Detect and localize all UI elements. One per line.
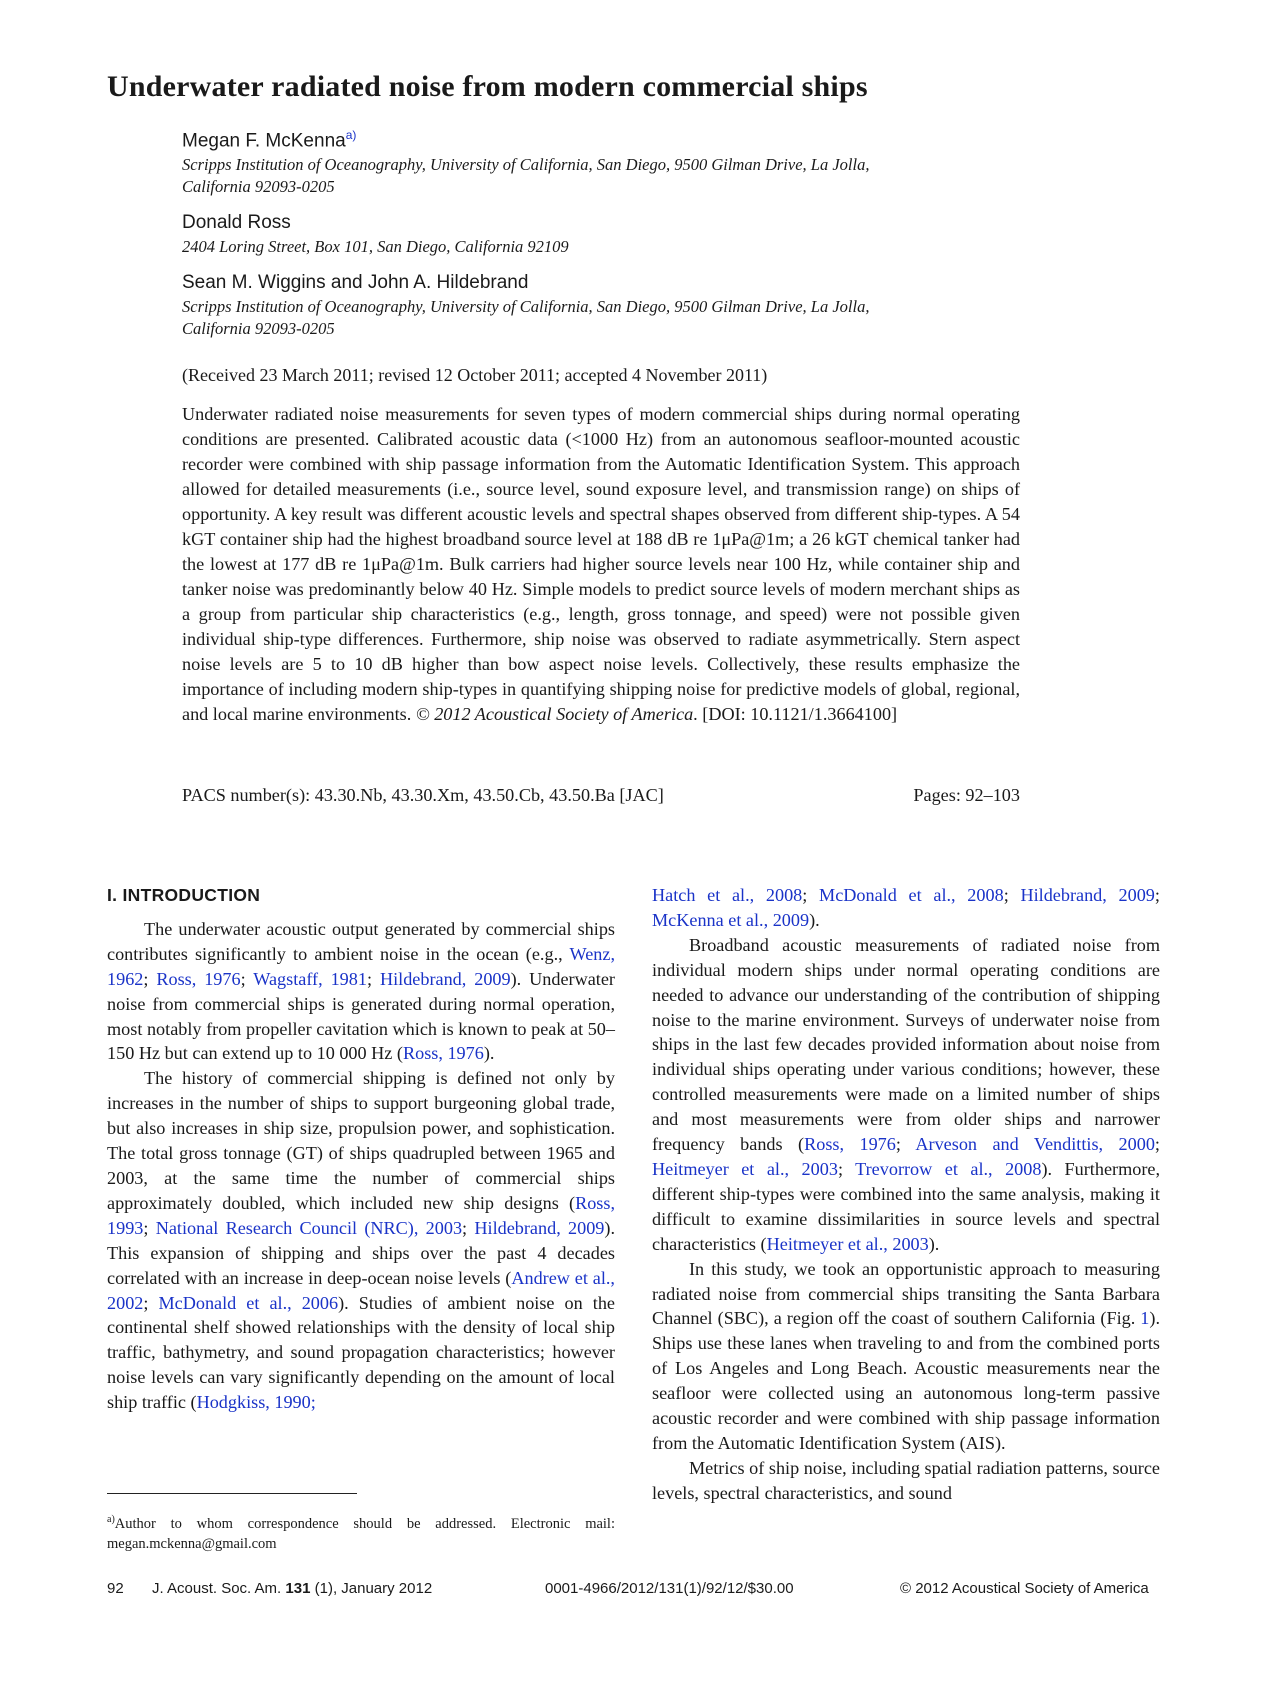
citation-link[interactable]: McKenna et al., 2009 [652, 909, 810, 930]
citation-link[interactable]: Arveson and Vendittis, 2000 [915, 1134, 1155, 1155]
footnote-rule [107, 1493, 357, 1494]
author-affiliation: Scripps Institution of Oceanography, University of California, San Diego, 9500 Gilman Drive, La Jolla, California 92093-0205 [182, 297, 870, 339]
author-name: Sean M. Wiggins and John A. Hildebrand [182, 272, 529, 294]
author-block [182, 128, 1042, 354]
right-column [652, 883, 1160, 1506]
citation-link[interactable]: Hodgkiss, 1990; [196, 1392, 316, 1413]
citation-link[interactable]: Heitmeyer et al., 2003 [766, 1233, 929, 1254]
received-dates: (Received 23 March 2011; revised 12 October 2011; accepted 4 November 2011) [182, 365, 768, 385]
paragraph: In this study, we took an opportunistic approach to measuring radiated noise from commercial ships transiting the Santa Barbara Channel (SBC), a region off the coast of southern California (Fig. 1). Ships use these lanes when traveling to and from the combined ports of Los Angeles and Long Beach. Acoustic measurements near the seafloor were collected using an autonomous long-term passive acoustic recorder and were combined with ship passage information from the Automatic Identification System (AIS). [652, 1258, 1160, 1453]
citation-link[interactable]: Hildebrand, 2009 [474, 1217, 605, 1238]
abstract-copyright: © 2012 Acoustical Society of America [415, 704, 694, 724]
citation-link[interactable]: National Research Council (NRC), 2003 [155, 1217, 463, 1238]
doi[interactable]: [DOI: 10.1121/1.3664100] [702, 704, 898, 724]
footer-code: 0001-4966/2012/131(1)/92/12/$30.00 [545, 1580, 794, 1597]
abstract: Underwater radiated noise measurements for seven types of modern commercial ships during normal operating conditions are presented. Calibrated acoustic data (<1000 Hz) from an autonomous seafloor-mounted acoustic recorder were combined with ship passage information from the Automatic Identification System. This approach allowed for detailed measurements (i.e., source level, sound exposure level, and transmission range) on ships of opportunity. A key result was different acoustic levels and spectral shapes observed from different ship-types. A 54 kGT container ship had the highest broadband source level at 188 dB re 1μPa@1m; a 26 kGT chemical tanker had the lowest at 177 dB re 1μPa@1m. Bulk carriers had higher source levels near 100 Hz, while container ship and tanker noise was predominantly below 40 Hz. Simple models to predict source levels of modern merchant ships as a group from particular ship characteristics (e.g., length, gross tonnage, and speed) were not possible given individual ship-type differences. Furthermore, ship noise was observed to radiate asymmetrically. Stern aspect noise levels are 5 to 10 dB higher than bow aspect noise levels. Collectively, these results emphasize the importance of including modern ship-types in quantifying shipping noise for predictive models of global, regional, and local marine environments. © 2012 Acoustical Society of America. [DOI: 10.1121/1.3664100] [182, 404, 1020, 724]
paragraph: The underwater acoustic output generated by commercial ships contributes significantly to ambient noise in the ocean (e.g., Wenz, 1962; Ross, 1976; Wagstaff, 1981; Hildebrand, 2009). Underwater noise from commercial ships is generated during normal operation, most notably from propeller cavitation which is known to peak at 50–150 Hz but can extend up to 10 000 Hz (Ross, 1976). [107, 918, 615, 1064]
citation-link[interactable]: Ross, 1976 [156, 968, 241, 989]
footnote-marker[interactable]: a) [345, 128, 357, 142]
footnote: $^{a)}$Author to whom correspondence should be addressed. Electronic mail: megan.mckenna@gmail.com [107, 1514, 615, 1552]
author-name: Donald Ross [182, 212, 291, 234]
author-affiliation: Scripps Institution of Oceanography, University of California, San Diego, 9500 Gilman Drive, La Jolla, California 92093-0205 [182, 155, 870, 197]
paragraph: Metrics of ship noise, including spatial radiation patterns, source levels, spectral characteristics, and sound [652, 1457, 1160, 1503]
pacs-row [182, 785, 1020, 806]
left-column [107, 883, 615, 1415]
author-name: Megan F. McKenna$^{a)}$ [182, 128, 357, 152]
paragraph: Broadband acoustic measurements of radiated noise from individual modern ships under normal operating conditions are needed to advance our understanding of the contribution of shipping noise to the marine environment. Surveys of underwater noise from ships in the last few decades provided information about noise from individual ships operating under various conditions; however, these controlled measurements were made on a limited number of ships and most measurements were from older ships and narrower frequency bands (Ross, 1976; Arveson and Vendittis, 2000; Heitmeyer et al., 2003; Trevorrow et al., 2008). Furthermore, different ship-types were combined into the same analysis, making it difficult to examine dissimilarities in source levels and spectral characteristics (Heitmeyer et al., 2003). [652, 934, 1160, 1254]
footer-page-number: 92 [107, 1580, 124, 1597]
citation-link[interactable]: Trevorrow et al., 2008 [855, 1158, 1042, 1179]
paragraph: Hatch et al., 2008; McDonald et al., 2008; Hildebrand, 2009; McKenna et al., 2009). [652, 885, 1160, 930]
figure-link[interactable]: 1 [1140, 1308, 1150, 1329]
citation-link[interactable]: Hatch et al., 2008 [652, 885, 803, 905]
citation-link[interactable]: Ross, 1993 [107, 1192, 615, 1238]
author-affiliation: 2404 Loring Street, Box 101, San Diego, California 92109 [182, 237, 569, 257]
paragraph: The history of commercial shipping is defined not only by increases in the number of ships to support burgeoning global trade, but also increases in ship size, propulsion power, and sophistication. The total gross tonnage (GT) of ships quadrupled between 1965 and 2003, at the same time the number of commercial ships approximately doubled, which included new ship designs (Ross, 1993; National Research Council (NRC), 2003; Hildebrand, 2009). This expansion of shipping and ships over the past 4 decades correlated with an increase in deep-ocean noise levels (Andrew et al., 2002; McDonald et al., 2006). Studies of ambient noise on the continental shelf showed relationships with the density of local ship traffic, bathymetry, and sound propagation characteristics; however noise levels can vary significantly depending on the amount of local ship traffic (Hodgkiss, 1990; [107, 1068, 615, 1413]
footer-journal: J. Acoust. Soc. Am. 131 (1), January 2012 [152, 1580, 433, 1597]
citation-link[interactable]: Ross, 1976 [402, 1043, 484, 1064]
page-range: Pages: 92–103 [913, 785, 1020, 805]
citation-link[interactable]: Hildebrand, 2009 [1020, 885, 1155, 905]
citation-link[interactable]: Heitmeyer et al., 2003 [652, 1158, 838, 1179]
pacs-numbers: PACS number(s): 43.30.Nb, 43.30.Xm, 43.50.Cb, 43.50.Ba [JAC] [182, 785, 664, 805]
citation-link[interactable]: Wenz, 1962 [107, 943, 615, 989]
citation-link[interactable]: McDonald et al., 2008 [819, 885, 1004, 905]
footer-copyright: © 2012 Acoustical Society of America [900, 1580, 1149, 1597]
citation-link[interactable]: Ross, 1976 [804, 1134, 896, 1155]
citation-link[interactable]: McDonald et al., 2006 [158, 1292, 339, 1313]
section-heading: I. INTRODUCTION [107, 885, 261, 905]
citation-link[interactable]: Hildebrand, 2009 [379, 968, 511, 989]
citation-link[interactable]: Wagstaff, 1981 [253, 968, 367, 989]
paper-title: Underwater radiated noise from modern commercial ships [107, 70, 868, 103]
citation-link[interactable]: Andrew et al., 2002 [107, 1267, 615, 1313]
